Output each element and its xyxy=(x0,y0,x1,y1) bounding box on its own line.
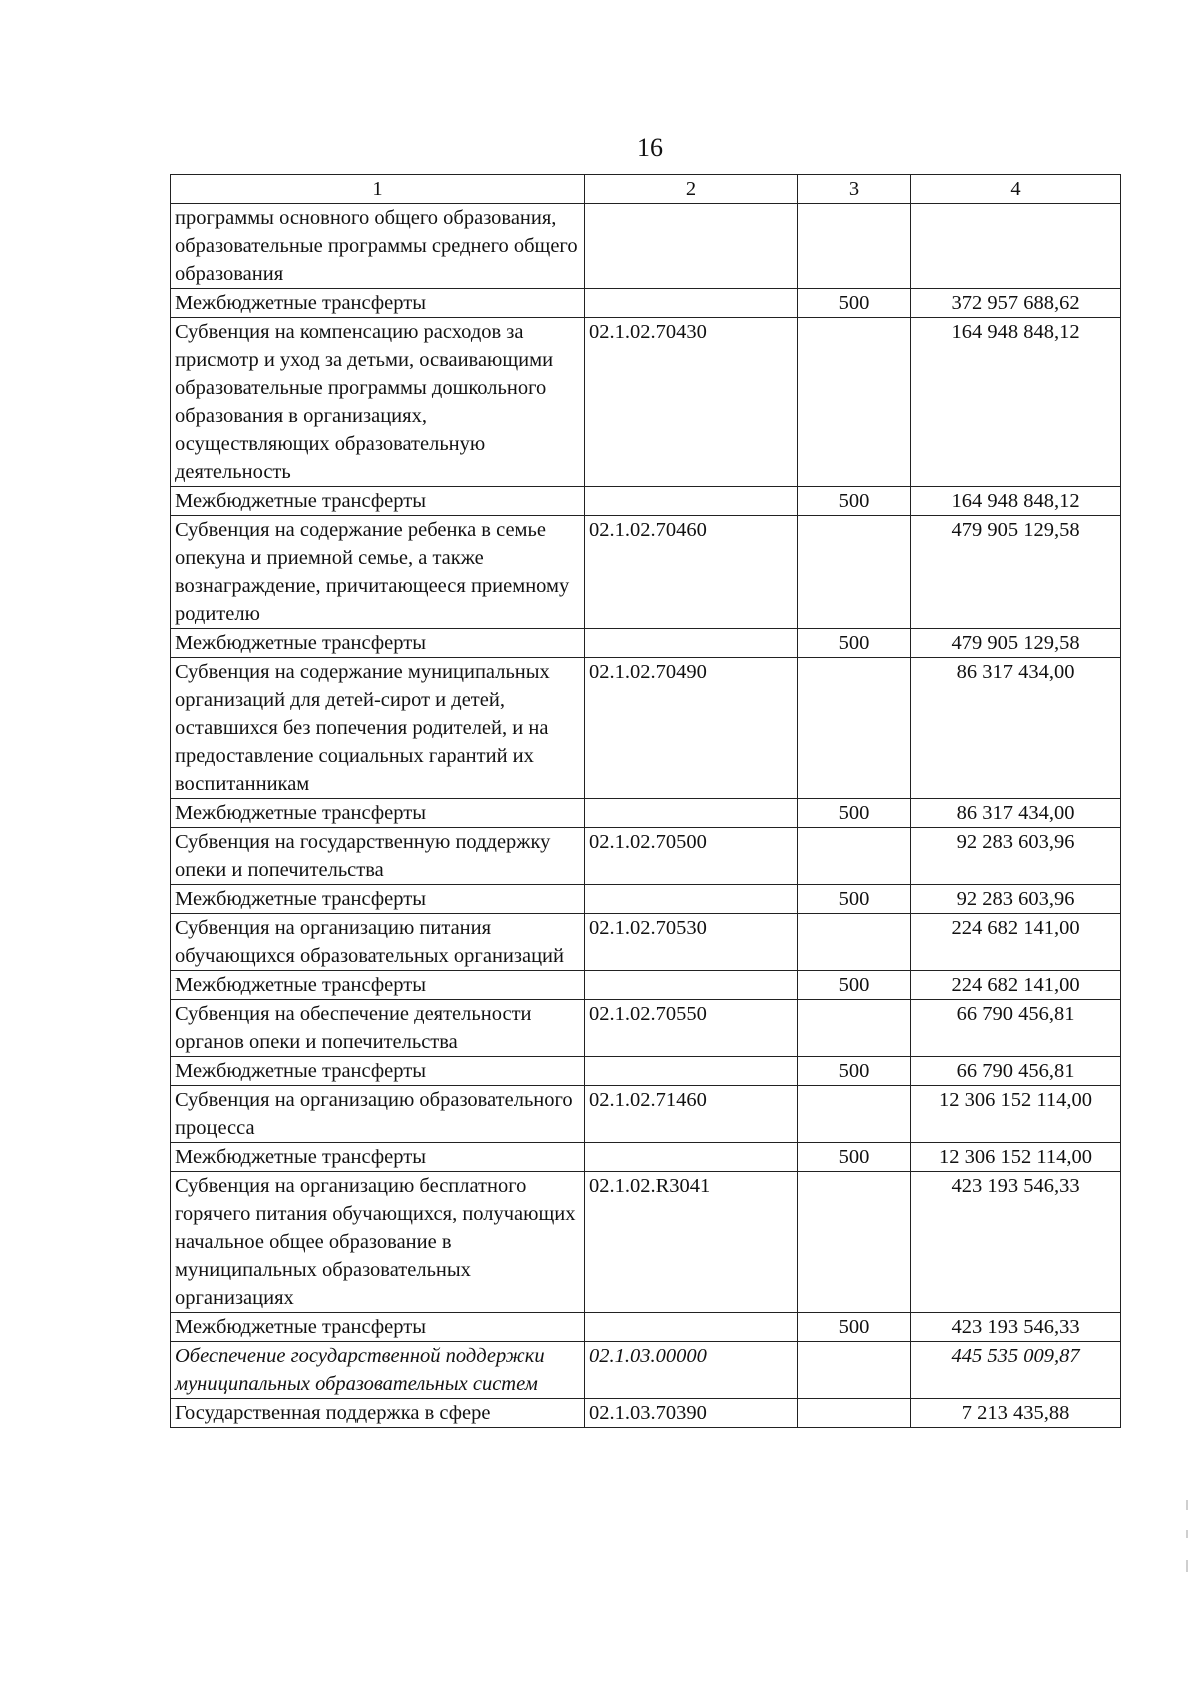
row-name-cell: Субвенция на организацию образовательного процесса xyxy=(171,1086,585,1143)
column-header-3: 3 xyxy=(798,175,911,204)
page-number: 16 xyxy=(637,133,663,162)
budget-table xyxy=(170,174,1121,1428)
row-code-cell xyxy=(585,799,798,828)
row-expense-type-cell: 500 xyxy=(798,1313,911,1342)
row-name-cell: Субвенция на компенсацию расходов за присмотр и уход за детьми, осваивающими образовательные программы дошкольного образования в организациях, осуществляющих образовательную деятельность xyxy=(171,318,585,487)
row-expense-type-cell: 500 xyxy=(798,1057,911,1086)
row-expense-type-cell xyxy=(798,516,911,629)
row-expense-type-cell: 500 xyxy=(798,289,911,318)
row-expense-type-cell xyxy=(798,204,911,289)
row-code-cell: 02.1.02.71460 xyxy=(585,1086,798,1143)
row-code-cell: 02.1.02.70550 xyxy=(585,1000,798,1057)
table-row xyxy=(171,1313,1121,1342)
row-code-cell xyxy=(585,1313,798,1342)
row-amount-cell: 86 317 434,00 xyxy=(911,658,1121,799)
table-row xyxy=(171,971,1121,1000)
row-amount-cell: 7 213 435,88 xyxy=(911,1399,1121,1428)
row-amount-cell: 66 790 456,81 xyxy=(911,1057,1121,1086)
row-expense-type-cell xyxy=(798,658,911,799)
row-name-cell: Межбюджетные трансферты xyxy=(171,1143,585,1172)
scan-artifact xyxy=(1186,1560,1188,1572)
row-name-cell: Межбюджетные трансферты xyxy=(171,799,585,828)
row-code-cell: 02.1.02.70490 xyxy=(585,658,798,799)
row-amount-cell xyxy=(911,204,1121,289)
table-row xyxy=(171,204,1121,289)
row-expense-type-cell xyxy=(798,1342,911,1399)
column-header-1: 1 xyxy=(171,175,585,204)
row-name-cell: Обеспечение государственной поддержки муниципальных образовательных систем xyxy=(171,1342,585,1399)
row-code-cell: 02.1.03.70390 xyxy=(585,1399,798,1428)
row-name-cell: Межбюджетные трансферты xyxy=(171,1057,585,1086)
column-header-4: 4 xyxy=(911,175,1121,204)
table-row xyxy=(171,487,1121,516)
table-row xyxy=(171,1342,1121,1399)
row-expense-type-cell xyxy=(798,1086,911,1143)
row-expense-type-cell: 500 xyxy=(798,1143,911,1172)
table-row xyxy=(171,1086,1121,1143)
row-name-cell: Межбюджетные трансферты xyxy=(171,971,585,1000)
row-code-cell: 02.1.02.70500 xyxy=(585,828,798,885)
row-name-cell: Межбюджетные трансферты xyxy=(171,1313,585,1342)
row-code-cell xyxy=(585,971,798,1000)
row-code-cell: 02.1.03.00000 xyxy=(585,1342,798,1399)
column-header-2: 2 xyxy=(585,175,798,204)
table-body xyxy=(171,204,1121,1428)
row-amount-cell: 423 193 546,33 xyxy=(911,1313,1121,1342)
row-amount-cell: 372 957 688,62 xyxy=(911,289,1121,318)
row-expense-type-cell: 500 xyxy=(798,629,911,658)
row-name-cell: Межбюджетные трансферты xyxy=(171,885,585,914)
row-name-cell: Субвенция на содержание муниципальных организаций для детей-сирот и детей, оставшихся без попечения родителей, и на предоставление социальных гарантий их воспитанникам xyxy=(171,658,585,799)
row-code-cell: 02.1.02.70430 xyxy=(585,318,798,487)
row-amount-cell: 164 948 848,12 xyxy=(911,318,1121,487)
row-amount-cell: 445 535 009,87 xyxy=(911,1342,1121,1399)
row-expense-type-cell: 500 xyxy=(798,885,911,914)
table-row xyxy=(171,799,1121,828)
row-expense-type-cell: 500 xyxy=(798,487,911,516)
row-amount-cell: 86 317 434,00 xyxy=(911,799,1121,828)
table-row xyxy=(171,1000,1121,1057)
row-code-cell xyxy=(585,204,798,289)
row-code-cell: 02.1.02.70530 xyxy=(585,914,798,971)
table-row xyxy=(171,885,1121,914)
table-row xyxy=(171,914,1121,971)
row-code-cell xyxy=(585,487,798,516)
row-amount-cell: 92 283 603,96 xyxy=(911,885,1121,914)
scan-artifact xyxy=(1186,1530,1188,1538)
row-expense-type-cell xyxy=(798,1000,911,1057)
row-amount-cell: 66 790 456,81 xyxy=(911,1000,1121,1057)
row-amount-cell: 12 306 152 114,00 xyxy=(911,1086,1121,1143)
table-row xyxy=(171,318,1121,487)
table-row xyxy=(171,629,1121,658)
table-row xyxy=(171,1172,1121,1313)
row-name-cell: Субвенция на государственную поддержку опеки и попечительства xyxy=(171,828,585,885)
table-row xyxy=(171,516,1121,629)
row-name-cell: Межбюджетные трансферты xyxy=(171,289,585,318)
row-expense-type-cell xyxy=(798,1172,911,1313)
table-header-row xyxy=(171,175,1121,204)
row-amount-cell: 92 283 603,96 xyxy=(911,828,1121,885)
row-amount-cell: 479 905 129,58 xyxy=(911,629,1121,658)
row-code-cell xyxy=(585,1143,798,1172)
row-name-cell: Межбюджетные трансферты xyxy=(171,487,585,516)
row-expense-type-cell xyxy=(798,828,911,885)
row-amount-cell: 224 682 141,00 xyxy=(911,914,1121,971)
row-amount-cell: 12 306 152 114,00 xyxy=(911,1143,1121,1172)
row-expense-type-cell xyxy=(798,1399,911,1428)
table-row xyxy=(171,1399,1121,1428)
row-code-cell: 02.1.02.70460 xyxy=(585,516,798,629)
table-row xyxy=(171,289,1121,318)
row-code-cell xyxy=(585,289,798,318)
row-amount-cell: 164 948 848,12 xyxy=(911,487,1121,516)
row-name-cell: Государственная поддержка в сфере xyxy=(171,1399,585,1428)
row-amount-cell: 224 682 141,00 xyxy=(911,971,1121,1000)
row-name-cell: программы основного общего образования, образовательные программы среднего общего образования xyxy=(171,204,585,289)
row-amount-cell: 479 905 129,58 xyxy=(911,516,1121,629)
scan-artifact xyxy=(1186,1500,1188,1510)
row-name-cell: Субвенция на организацию питания обучающихся образовательных организаций xyxy=(171,914,585,971)
row-code-cell: 02.1.02.R3041 xyxy=(585,1172,798,1313)
table-row xyxy=(171,1057,1121,1086)
row-name-cell: Субвенция на содержание ребенка в семье опекуна и приемной семье, а также вознаграждение, причитающееся приемному родителю xyxy=(171,516,585,629)
row-code-cell xyxy=(585,1057,798,1086)
row-code-cell xyxy=(585,629,798,658)
table-row xyxy=(171,828,1121,885)
row-expense-type-cell xyxy=(798,318,911,487)
table-row xyxy=(171,658,1121,799)
row-expense-type-cell: 500 xyxy=(798,799,911,828)
row-name-cell: Субвенция на организацию бесплатного горячего питания обучающихся, получающих начальное общее образование в муниципальных образовательных организациях xyxy=(171,1172,585,1313)
table-row xyxy=(171,1143,1121,1172)
row-name-cell: Субвенция на обеспечение деятельности органов опеки и попечительства xyxy=(171,1000,585,1057)
row-name-cell: Межбюджетные трансферты xyxy=(171,629,585,658)
row-expense-type-cell xyxy=(798,914,911,971)
row-amount-cell: 423 193 546,33 xyxy=(911,1172,1121,1313)
row-expense-type-cell: 500 xyxy=(798,971,911,1000)
row-code-cell xyxy=(585,885,798,914)
